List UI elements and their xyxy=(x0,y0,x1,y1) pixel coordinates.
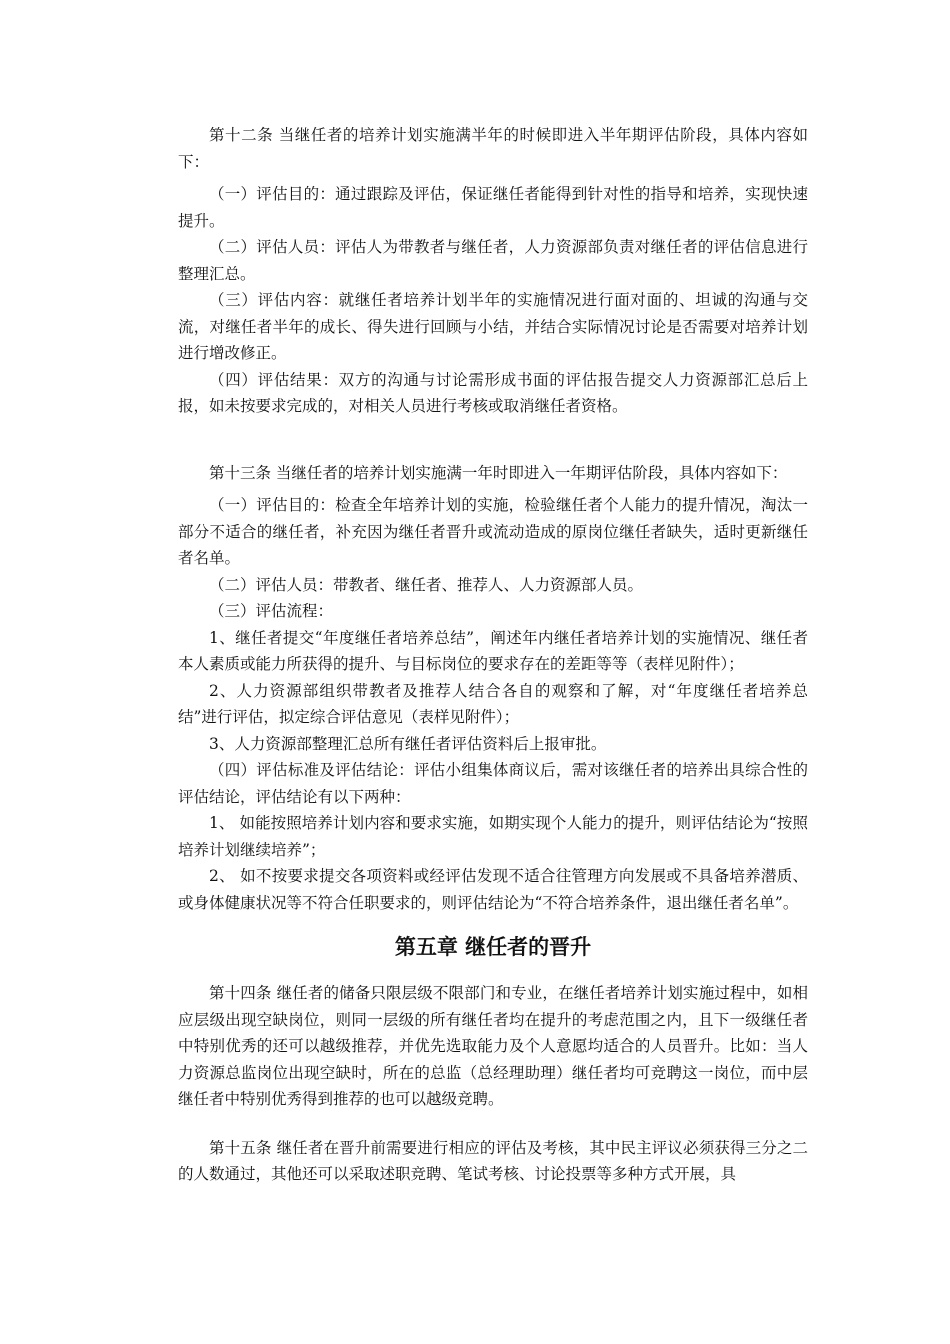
article-13-item-1: （一）评估目的：检查全年培养计划的实施，检验继任者个人能力的提升情况，淘汰一部分不适合的继任者，补充因为继任者晋升或流动造成的原岗位继任者缺失，适时更新继任者名单。 xyxy=(178,496,808,567)
article-13-step-1: 1、继任者提交“年度继任者培养总结”，阐述年内继任者培养计划的实施情况、继任者本人素质或能力所获得的提升、与目标岗位的要求存在的差距等等（表样见附件）； xyxy=(178,628,808,673)
article-13-item-2: （二）评估人员：带教者、继任者、推荐人、人力资源部人员。 xyxy=(209,575,644,594)
article-12-item-3: （三）评估内容：就继任者培养计划半年的实施情况进行面对面的、坦诚的沟通与交流，对继任者半年的成长、得失进行回顾与小结，并结合实际情况讨论是否需要对培养计划进行增改修正。 xyxy=(178,291,808,362)
document-page xyxy=(178,122,808,1188)
article-12-title: 第十二条 当继任者的培养计划实施满半年的时候即进入半年期评估阶段，具体内容如下： xyxy=(178,126,808,171)
chapter-5-heading: 第五章 继任者的晋升 xyxy=(394,935,592,959)
article-13-conclusion-2: 2、 如不按要求提交各项资料或经评估发现不适合往管理方向发展或不具备培养潜质、或身体健康状况等不符合任职要求的，则评估结论为“不符合培养条件，退出继任者名单”。 xyxy=(178,867,808,912)
article-14: 第十四条 继任者的储备只限层级不限部门和专业，在继任者培养计划实施过程中，如相应层级出现空缺岗位，则同一层级的所有继任者均在提升的考虑范围之内，且下一级继任者中特别优秀的还可以越级推荐，并优先选取能力及个人意愿均适合的人员晋升。比如：当人力资源总监岗位出现空缺时，所在的总监（总经理助理）继任者均可竞聘这一岗位，而中层继任者中特别优秀得到推荐的也可以越级竞聘。 xyxy=(178,984,808,1108)
article-13-item-4: （四）评估标准及评估结论：评估小组集体商议后，需对该继任者的培养出具综合性的评估结论，评估结论有以下两种： xyxy=(178,761,808,806)
article-12-item-2: （二）评估人员：评估人为带教者与继任者，人力资源部负责对继任者的评估信息进行整理汇总。 xyxy=(178,238,808,283)
article-13-item-3: （三）评估流程： xyxy=(209,602,334,620)
article-12-item-1: （一）评估目的：通过跟踪及评估，保证继任者能得到针对性的指导和培养，实现快速提升。 xyxy=(178,185,808,230)
article-13-conclusion-1: 1、 如能按照培养计划内容和要求实施，如期实现个人能力的提升，则评估结论为“按照培养计划继续培养”； xyxy=(178,814,808,859)
article-13-step-2: 2、人力资源部组织带教者及推荐人结合各自的观察和了解，对“年度继任者培养总结”进行评估，拟定综合评估意见（表样见附件）； xyxy=(178,681,808,726)
article-13-step-3: 3、人力资源部整理汇总所有继任者评估资料后上报审批。 xyxy=(209,734,607,753)
article-15: 第十五条 继任者在晋升前需要进行相应的评估及考核，其中民主评议必须获得三分之二的人数通过，其他还可以采取述职竞聘、笔试考核、讨论投票等多种方式开展，具 xyxy=(178,1138,808,1183)
article-12-item-4: （四）评估结果：双方的沟通与讨论需形成书面的评估报告提交人力资源部汇总后上报，如未按要求完成的，对相关人员进行考核或取消继任者资格。 xyxy=(178,370,808,415)
article-13-title: 第十三条 当继任者的培养计划实施满一年时即进入一年期评估阶段，具体内容如下： xyxy=(209,463,788,482)
